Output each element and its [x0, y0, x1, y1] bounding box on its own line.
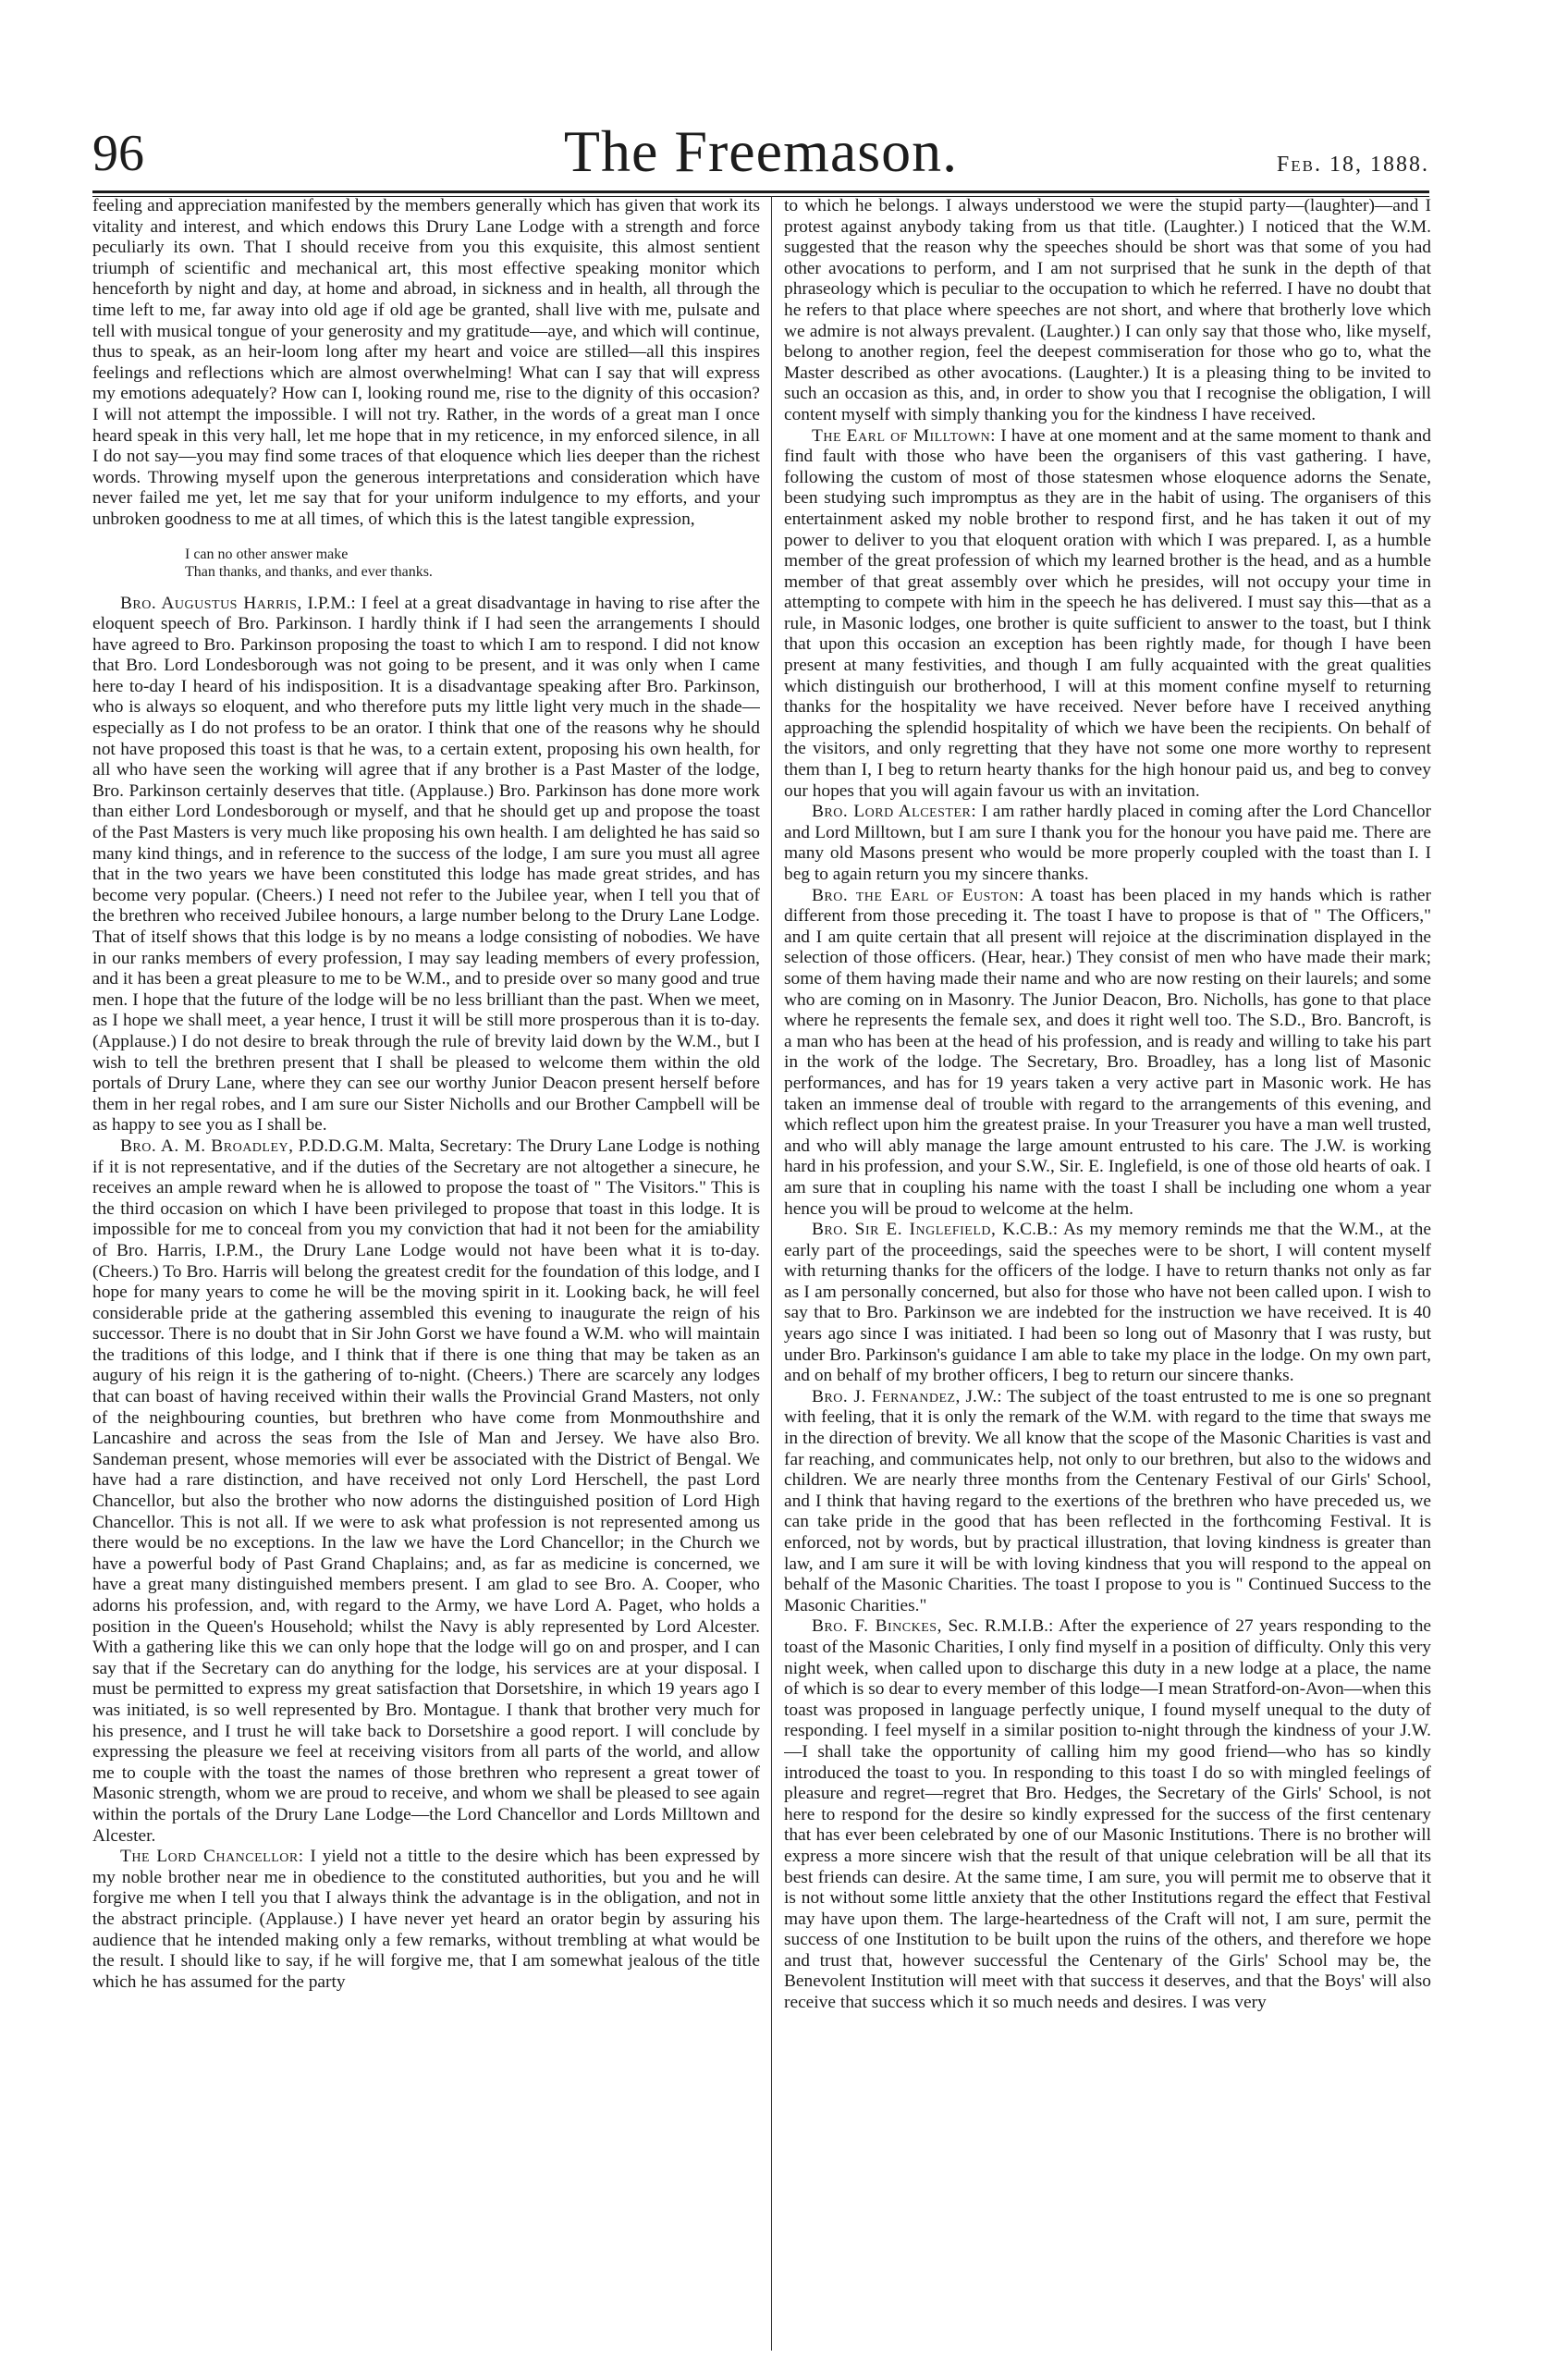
speech-paragraph: [784, 1616, 1431, 2013]
speech-text: I am rather hardly placed in coming after the Lord Chancellor and Lord Milltown, but I am sure I thank you for the honour you have paid me. There are many old Masons present who would be more properly coupled with the toast than I. I beg to again return you my sincere thanks.: [784, 802, 1431, 884]
speech-paragraph: [784, 1220, 1431, 1387]
speech-text: A toast has been placed in my hands which is rather different from those preceding it. The toast I have to propose is that of " The Officers," and I am quite certain that all present will rejoice at the discrimination displayed in the selection of those officers. (Hear, hear.) They consist of men who have made their mark; some of them having made their name and who are now resting on their laurels; and some who are coming on in Masonry. The Junior Deacon, Bro. Nicholls, has gone to that place where he represents the female sex, and does it right well too. The S.D., Bro. Bancroft, is a man who has been at the head of his profession, and is ready and willing to take his part in the work of the lodge. The Secretary, Bro. Broadley, has a long list of Masonic performances, and has for 19 years taken a very active part in Masonic work. He has taken an immense deal of trouble with regard to the arrangements of this evening, and which reflect upon him the greatest praise. In your Treasurer you have a man well trusted, and who will ably manage the large amount entrusted to his care. The J.W. is working hard in his profession, and your S.W., Sir. E. Inglefield, is one of those old hearts of oak. I am sure that in coupling his name with the toast I shall be including one whom a year hence you will be proud to welcome at the helm.: [784, 885, 1431, 1219]
speech-paragraph: [784, 1387, 1431, 1617]
speech-paragraph: [784, 802, 1431, 885]
speech-paragraph: [92, 594, 760, 1136]
speech-paragraph: [92, 1136, 760, 1847]
publication-title: The Freemason.: [563, 118, 959, 184]
left-column: [92, 196, 760, 2351]
speech-text: I have at one moment and at the same moment to thank and find fault with those who have been the organisers of this vast gathering. I have, following the custom of most of those statesmen whose eloquence adorns the Senate, been studying such impromptus as they are in the habit of using. The organisers of this entertainment asked my noble brother to respond first, and he has taken it out of my power to deliver to you that eloquent oration with which I was prepared. I, as a humble member of the great profession of which my learned brother is the head, and as a humble member of that great assembly over which he presides, will not occupy your time in attempting to compete with him in the speech he has delivered. I must say this—that as a rule, in Masonic lodges, one brother is quite sufficient to answer to the toast, but I think that upon this occasion an exception has been rightly made, for though I have been present at many festivities, and though I am fully acquainted with the great qualities which distinguish our brotherhood, I will at this moment confine myself to returning thanks for the hospitality we have received. Never before have I received anything approaching the splendid hospitality of which we have been the recipients. On behalf of the visitors, and only regretting that they have not some one more worthy to represent them than I, I beg to return hearty thanks for the high honour paid us, and beg to convey our hopes that you will again favour us with an invitation.: [784, 425, 1431, 801]
right-column: [784, 196, 1431, 2351]
column-divider: [771, 196, 772, 2351]
masthead: [92, 109, 1429, 187]
speech-text: I.P.M.: I feel at a great disadvantage in having to rise after the eloquent speech of Bro. Parkinson. I hardly think if I had seen the arrangements I should have agreed to Bro. Parkinson proposing the toast to which I am to respond. I did not know that Bro. Lord Londesborough was not going to be present, and it was only when I came here to-day I heard of his indisposition. It is a disadvantage speaking after Bro. Parkinson, who is always so eloquent, and who therefore puts my little light very much in the shade—especially as I do not profess to be an orator. I think that one of the reasons why he should not have proposed this toast is that he was, to a certain extent, proposing his own health, for all who have seen the working will agree that if any brother is a Past Master of the lodge, Bro. Parkinson certainly deserves that title. (Applause.) Bro. Parkinson has done more work than either Lord Londesborough or myself, and that he should get up and propose the toast of the Past Masters is very much like proposing his own health. I am delighted he has said so many kind things, and in reference to the success of the lodge, I am sure you must all agree that in the two years we have been constituted this lodge has made great strides, and has become very popular. (Cheers.) I need not refer to the Jubilee year, when I tell you that of the brethren who received Jubilee honours, a large number belong to the Drury Lane Lodge. That of itself shows that this lodge is by no means a lodge consisting of nobodies. We have in our ranks members of every profession, I may say leading members of every profession, and it has been a great pleasure to me to be W.M., and to preside over so many good and true men. I hope that the future of the lodge will be no less brilliant than the past. When we meet, as I hope we shall meet, a year hence, I trust it will be still more prosperous than it is to-day. (Applause.) I do not desire to break through the rule of brevity laid down by the W.M., but I wish to tell the brethren present that I shall be pleased to welcome them within the old portals of Drury Lane, where they can see our worthy Junior Deacon present herself before them in her regal robes, and I am sure our Sister Nicholls and our Brother Campbell will be as happy to see you as I shall be.: [92, 593, 760, 1136]
speech-text: I yield not a tittle to the desire which has been expressed by my noble brother near me in obedience to the constituted authorities, but you and he will forgive me when I tell you that I always think the advantage is in the obligation, and not in the abstract principle. (Applause.) I have never yet heard an orator begin by assuring his audience that he intended making only a few remarks, without trembling at what would be the result. I should like to say, if he will forgive me, that I am somewhat jealous of the title which he has assumed for the party: [92, 1847, 760, 1992]
speech-text: P.D.D.G.M. Malta, Secretary: The Drury Lane Lodge is nothing if it is not representative, and if the duties of the Secretary are not altogether a sinecure, he receives an ample reward when he is allowed to propose the toast of " The Visitors." This is the third occasion on which I have been privileged to propose that toast in this lodge. It is impossible for me to conceal from you my conviction that had it not been for the amiability of Bro. Harris, I.P.M., the Drury Lane Lodge would not have been what it is to-day. (Cheers.) To Bro. Harris will belong the greatest credit for the foundation of this lodge, and I hope for many years to come he will be the moving spirit in it. Looking back, he will feel considerable pride at the gathering assembled this evening to inaugurate the reign of his successor. There is no doubt that in Sir John Gorst we have found a W.M. who will maintain the traditions of this lodge, and I think that if there is one thing that may be taken as an augury of his reign it is the gathering of to-night. (Cheers.) There are scarcely any lodges that can boast of having received within their walls the Provincial Grand Masters, not only of the neighbouring counties, but brethren who have come from Monmouthshire and Lancashire and across the seas from the Isle of Man and Jersey. We have also Bro. Sandeman present, whose memories will ever be associated with the District of Bengal. We have had a rare distinction, and have received not only Lord Herschell, the past Lord Chancellor, but also the brother who now adorns the distinguished position of Lord High Chancellor. This is not all. If we were to ask what profession is not represented among us there would be no exceptions. In the law we have the Lord Chancellor; in the Church we have a powerful body of Past Grand Chaplains; and, as far as medicine is concerned, we have a great many distinguished members present. I am glad to see Bro. A. Cooper, who adorns his profession, and, with regard to the Army, we have Lord A. Paget, who holds a position in the Queen's Household; whilst the Navy is ably represented by Lord Alcester. With a gathering like this we can only hope that the lodge will go on and prosper, and I can say that if the Secretary can do anything for the lodge, his services are at your disposal. I must be permitted to express my great satisfaction that Dorsetshire, in which 19 years ago I was initiated, is so well represented by Bro. Montague. I thank that brother very much for his presence, and I trust he will take back to Dorsetshire a good report. I will conclude by expressing the pleasure we feel at receiving visitors from all parts of the world, and allow me to couple with the toast the names of those brethren who represent a great tower of Masonic strength, whom we are proud to receive, and whom we shall be pleased to see again within the portals of the Drury Lane Lodge—the Lord Chancellor and Lords Milltown and Alcester.: [92, 1136, 760, 1846]
speech-text: J.W.: The subject of the toast entrusted to me is one so pregnant with feeling, that it is only the remark of the W.M. with regard to the time that sways me in the direction of brevity. We all know that the scope of the Masonic Charities is vast and far reaching, and communicates help, not only to our brethren, but also to the widows and children. We are nearly three months from the Centenary Festival of our Girls' School, and I think that having regard to the exertions of the brethren who have preceded us, we can take pride in the good that has been reflected in the forthcoming Festival. It is enforced, not by words, but by practical illustration, that loving kindness is greater than law, and I am sure it will be with loving kindness that you will respond to the appeal on behalf of the Masonic Charities. The toast I propose to you is " Continued Success to the Masonic Charities.": [784, 1386, 1431, 1615]
paragraph-continued: feeling and appreciation manifested by the members generally which has given that work its vitality and interest, and which endows this Drury Lane Lodge with a strength and force peculiarly its own. That I should receive from you this exquisite, this almost sentient triumph of scientific and mechanical art, this most effective speaking monitor which henceforth by night and day, at home and abroad, in sickness and in health, all through the time left to me, far away into old age if old age be granted, shall live with me, pulsate and tell with musical tongue of your generosity and my gratitude—aye, and which will continue, thus to speak, as an heir-loom long after my heart and voice are stilled—all this inspires feelings and reflections which are almost overwhelming! What can I say that will express my emotions adequately? How can I, looking round me, rise to the dignity of this occasion? I will not attempt the impossible. I will not try. Rather, in the words of a great man I once heard speak in this very hall, let me hope that in my reticence, in my enforced silence, in all I do not say—you may find some traces of that eloquence which lies deeper than the richest words. Throwing myself upon the generous interpretations and consideration which have never failed me yet, let me say that for your uniform indulgence to my efforts, and your unbroken goodness to me at all times, of which this is the latest tangible expression,: [92, 196, 760, 529]
speaker-name: Bro. F. Binckes,: [812, 1616, 942, 1637]
speaker-name: Bro. Augustus Harris,: [120, 593, 302, 613]
speaker-name: The Lord Chancellor:: [120, 1847, 304, 1867]
speech-text: Sec. R.M.I.B.: After the experience of 27 years responding to the toast of the Masonic Charities, I only find myself in a position of difficulty. Only this very night week, when called upon to discharge this duty in a new lodge at a place, the name of which is so dear to every member of this lodge—I mean Stratford-on-Avon—when this toast was proposed in language perfectly unique, I found myself unequal to the duty of responding. I feel myself in a similar position to-night through the kindness of your J.W.—I shall take the opportunity of calling him my good friend—who has so kindly introduced the toast to you. In responding to this toast I do so with mingled feelings of pleasure and regret—regret that Bro. Hedges, the Secretary of the Girls' School, is not here to respond for the desire so kindly expressed for the success of the first centenary that has ever been celebrated by one of our Masonic Institutions. There is no brother will express a more sincere wish that the result of that unique celebration will be all that its best friends can desire. At the same time, I am sure, you will permit me to observe that it is not without some little anxiety that the other Institutions regard the effect that Festival may have upon them. The large-heartedness of the Craft will not, I am sure, permit the success of one Institution to be built upon the ruins of the others, and therefore we hope and trust that, however successful the Centenary of the Girls' School may be, the Benevolent Institution will meet with that success it deserves, and that the Boys' will also receive that success which it so much needs and desires. I was very: [784, 1616, 1431, 2013]
speech-paragraph: [784, 886, 1431, 1221]
page-number: 96: [92, 125, 144, 182]
speaker-name: Bro. J. Fernandez,: [812, 1386, 961, 1406]
speech-paragraph: [92, 1847, 760, 1993]
speaker-name: Bro. A. M. Broadley,: [120, 1136, 294, 1156]
speaker-name: Bro. Sir E. Inglefield,: [812, 1220, 997, 1240]
speech-paragraph: [784, 426, 1431, 803]
verse-line: I can no other answer make: [185, 546, 349, 562]
speaker-name: The Earl of Milltown:: [812, 425, 997, 446]
speaker-name: Bro. Lord Alcester:: [812, 802, 977, 822]
quoted-verse: [92, 546, 760, 581]
issue-date: Feb. 18, 1888.: [1276, 153, 1429, 177]
speaker-name: Bro. the Earl of Euston:: [812, 885, 1024, 905]
paragraph-continued: to which he belongs. I always understood we were the stupid party—(laughter)—and I protest against anybody taking from us that title. (Laughter.) I noticed that the W.M. suggested that the reason why the speeches should be short was that some of you had other avocations to perform, and I am not surprised that he sunk in the depth of that phraseology which is peculiar to the occupation to which he referred. I have no doubt that he refers to that place where speeches are not short, and where that brotherly love which we admire is not always prevalent. (Laughter.) I can only say that those who, like myself, belong to another region, feel the deepest commiseration for those who go to, what the Master described as other avocations. (Laughter.) It is a pleasing thing to be invited to such an occasion as this, and, in order to show you that I recognise the obligation, I will content myself with simply thanking you for the kindness I have received.: [784, 196, 1431, 424]
verse-line: Than thanks, and thanks, and ever thanks.: [185, 563, 433, 580]
speech-text: K.C.B.: As my memory reminds me that the W.M., at the early part of the proceedings, said the speeches were to be short, I will content myself with returning thanks for the officers of the lodge. I have to return thanks not only as far as I am personally concerned, but also for those who have not been called upon. I wish to say that to Bro. Parkinson we are indebted for the instruction we have received. It is 40 years ago since I was initiated. I had been so long out of Masonry that I was rusty, but under Bro. Parkinson's guidance I am able to take my place in the lodge. On my own part, and on behalf of my brother officers, I beg to return our sincere thanks.: [784, 1220, 1431, 1386]
